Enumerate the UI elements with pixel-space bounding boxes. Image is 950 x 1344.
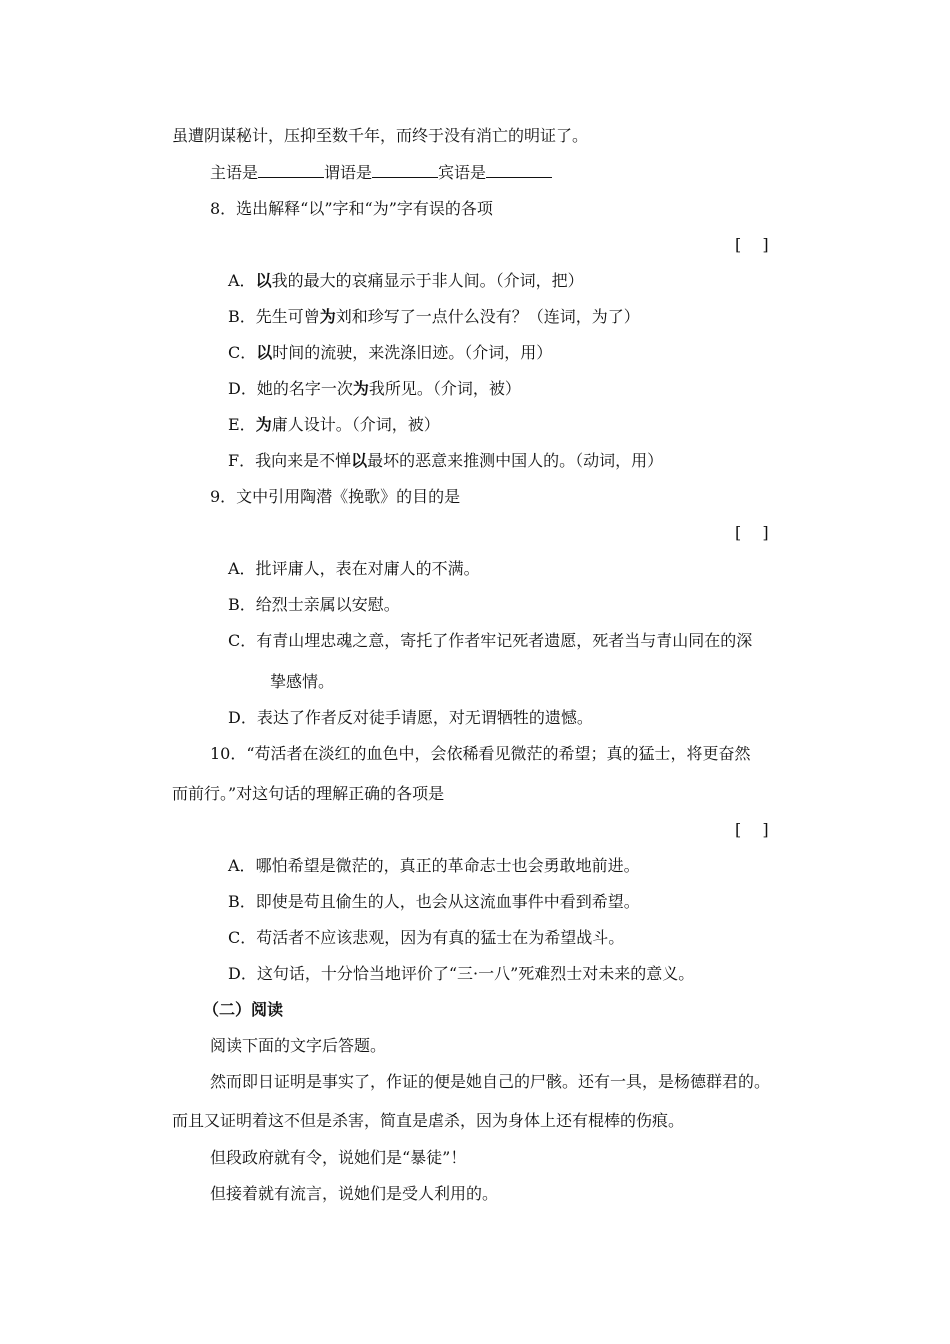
predicate-blank[interactable] [372, 163, 438, 178]
object-label: 宾语是 [438, 163, 487, 182]
q8-option-a: A．以我的最大的哀痛显示于非人间。（介词，把） [228, 271, 584, 290]
q10-stem-line2: 而前行。”对这句话的理解正确的各项是 [172, 784, 445, 803]
intro-line: 虽遭阴谋秘计，压抑至数千年，而终于没有消亡的明证了。 [172, 126, 589, 145]
object-blank[interactable] [486, 163, 552, 178]
keyword: 为 [255, 415, 272, 434]
keyword: 为 [319, 307, 336, 326]
q9-option-a: A．批评庸人，表在对庸人的不满。 [228, 559, 480, 578]
q9-option-c-continuation: 挚感情。 [270, 672, 335, 691]
q8-option-e: E．为庸人设计。（介词，被） [228, 415, 440, 434]
reading-para2: 但段政府就有令，说她们是“暴徒”！ [210, 1148, 467, 1167]
keyword: 以 [256, 343, 273, 362]
q9-option-b: B．给烈士亲属以安慰。 [228, 595, 400, 614]
q10-stem-line1: 10．“苟活者在淡红的血色中，会依稀看见微茫的希望；真的猛士，将更奋然 [210, 744, 751, 763]
q8-option-f: F．我向来是不惮以最坏的恶意来推测中国人的。（动词，用） [228, 451, 664, 470]
q10-option-d: D．这句话，十分恰当地评价了“三·一八”死难烈士对未来的意义。 [228, 964, 695, 983]
q8-option-c: C．以时间的流驶，来洗涤旧迹。（介词，用） [228, 343, 553, 362]
q10-option-c: C．苟活者不应该悲观，因为有真的猛士在为希望战斗。 [228, 928, 625, 947]
q8-option-b: B．先生可曾为刘和珍写了一点什么没有？（连词，为了） [228, 307, 640, 326]
q10-option-a: A．哪怕希望是微茫的，真正的革命志士也会勇敢地前进。 [228, 856, 640, 875]
q9-option-d: D．表达了作者反对徒手请愿，对无谓牺牲的遗憾。 [228, 708, 593, 727]
reading-para1-line2: 而且又证明着这不但是杀害，简直是虐杀，因为身体上还有棍棒的伤痕。 [172, 1111, 685, 1130]
reading-instruction: 阅读下面的文字后答题。 [210, 1036, 387, 1055]
reading-para3: 但接着就有流言，说她们是受人利用的。 [210, 1184, 499, 1203]
subject-label: 主语是 [210, 163, 259, 182]
q10-option-b: B．即使是苟且偷生的人，也会从这流血事件中看到希望。 [228, 892, 640, 911]
q9-answer-bracket[interactable]: [ ] [735, 523, 777, 542]
fill-in-line [210, 163, 552, 183]
keyword: 为 [352, 379, 369, 398]
q8-option-d: D．她的名字一次为我所见。（介词，被） [228, 379, 521, 398]
subject-blank[interactable] [258, 163, 324, 178]
q10-answer-bracket[interactable]: [ ] [735, 820, 777, 839]
q8-stem: 8．选出解释“以”字和“为”字有误的各项 [210, 199, 493, 218]
reading-para1-line1: 然而即日证明是事实了，作证的便是她自己的尸骸。还有一具，是杨德群君的。 [210, 1072, 771, 1091]
keyword: 以 [351, 451, 368, 470]
predicate-label: 谓语是 [324, 163, 373, 182]
keyword: 以 [255, 271, 272, 290]
reading-heading: （二）阅读 [203, 1000, 284, 1019]
q8-answer-bracket[interactable]: [ ] [735, 235, 777, 254]
q9-stem: 9．文中引用陶潜《挽歌》的目的是 [210, 487, 461, 506]
q9-option-c: C．有青山埋忠魂之意，寄托了作者牢记死者遗愿，死者当与青山同在的深 [228, 631, 753, 650]
